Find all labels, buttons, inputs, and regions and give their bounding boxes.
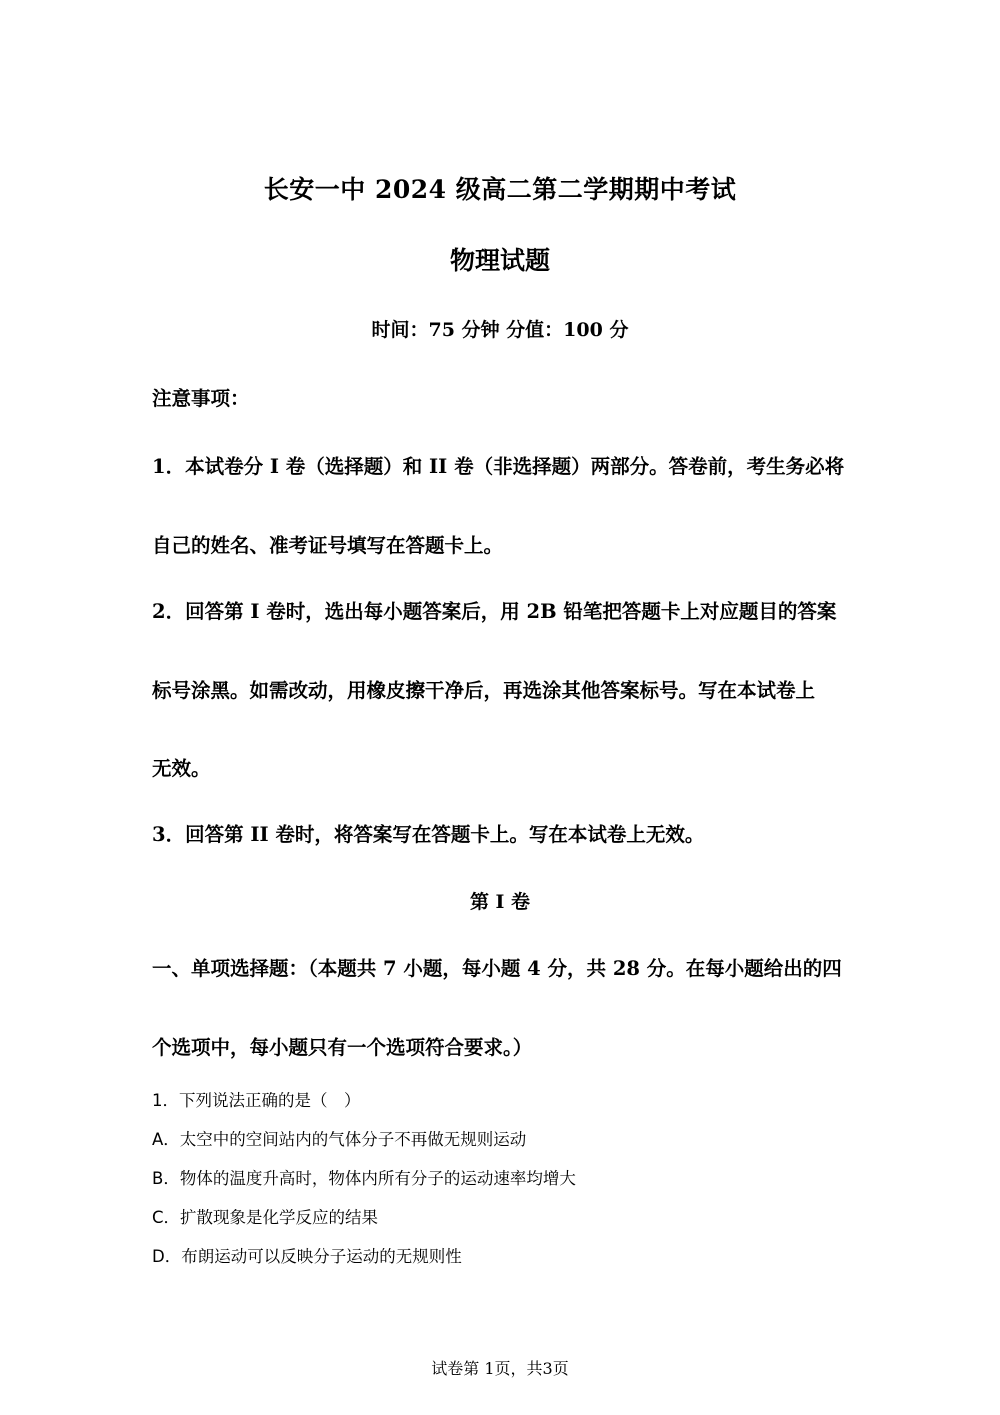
exam-meta: 时间：75 分钟 分值：100 分 [371, 319, 629, 341]
notice-item-2-line-3: 无效。 [152, 757, 211, 780]
notice-item-2-line-2: 标号涂黑。如需改动，用橡皮擦干净后，再选涂其他答案标号。写在本试卷上 [152, 679, 816, 702]
page-footer: 试卷第 1页，共3页 [431, 1359, 569, 1378]
notice-item-1-line-2: 自己的姓名、准考证号填写在答题卡上。 [152, 534, 504, 557]
section-heading-line-2: 个选项中，每小题只有一个选项符合要求。） [152, 1036, 533, 1059]
question-1-option-b: B．物体的温度升高时，物体内所有分子的运动速率均增大 [152, 1169, 576, 1188]
notice-item-1-line-1: 1．本试卷分 I 卷（选择题）和 II 卷（非选择题）两部分。答卷前，考生务必将 [152, 455, 845, 478]
exam-subtitle: 物理试题 [449, 246, 550, 275]
section-heading-line-1: 一、单项选择题：（本题共 7 小题，每小题 4 分，共 28 分。在每小题给出的四 [152, 957, 842, 980]
notice-item-2-line-1: 2．回答第 I 卷时，选出每小题答案后，用 2B 铅笔把答题卡上对应题目的答案 [152, 600, 837, 623]
notice-item-3-line-1: 3．回答第 II 卷时，将答案写在答题卡上。写在本试卷上无效。 [152, 823, 705, 846]
question-1-stem: 1．下列说法正确的是（ ） [152, 1091, 361, 1110]
question-1-option-c: C．扩散现象是化学反应的结果 [152, 1208, 379, 1227]
notice-heading: 注意事项： [152, 387, 250, 410]
exam-title: 长安一中 2024 级高二第二学期期中考试 [263, 175, 737, 204]
part-1-title: 第 I 卷 [469, 891, 531, 913]
question-1-option-a: A．太空中的空间站内的气体分子不再做无规则运动 [152, 1130, 527, 1149]
question-1-option-d: D．布朗运动可以反映分子运动的无规则性 [152, 1247, 462, 1266]
